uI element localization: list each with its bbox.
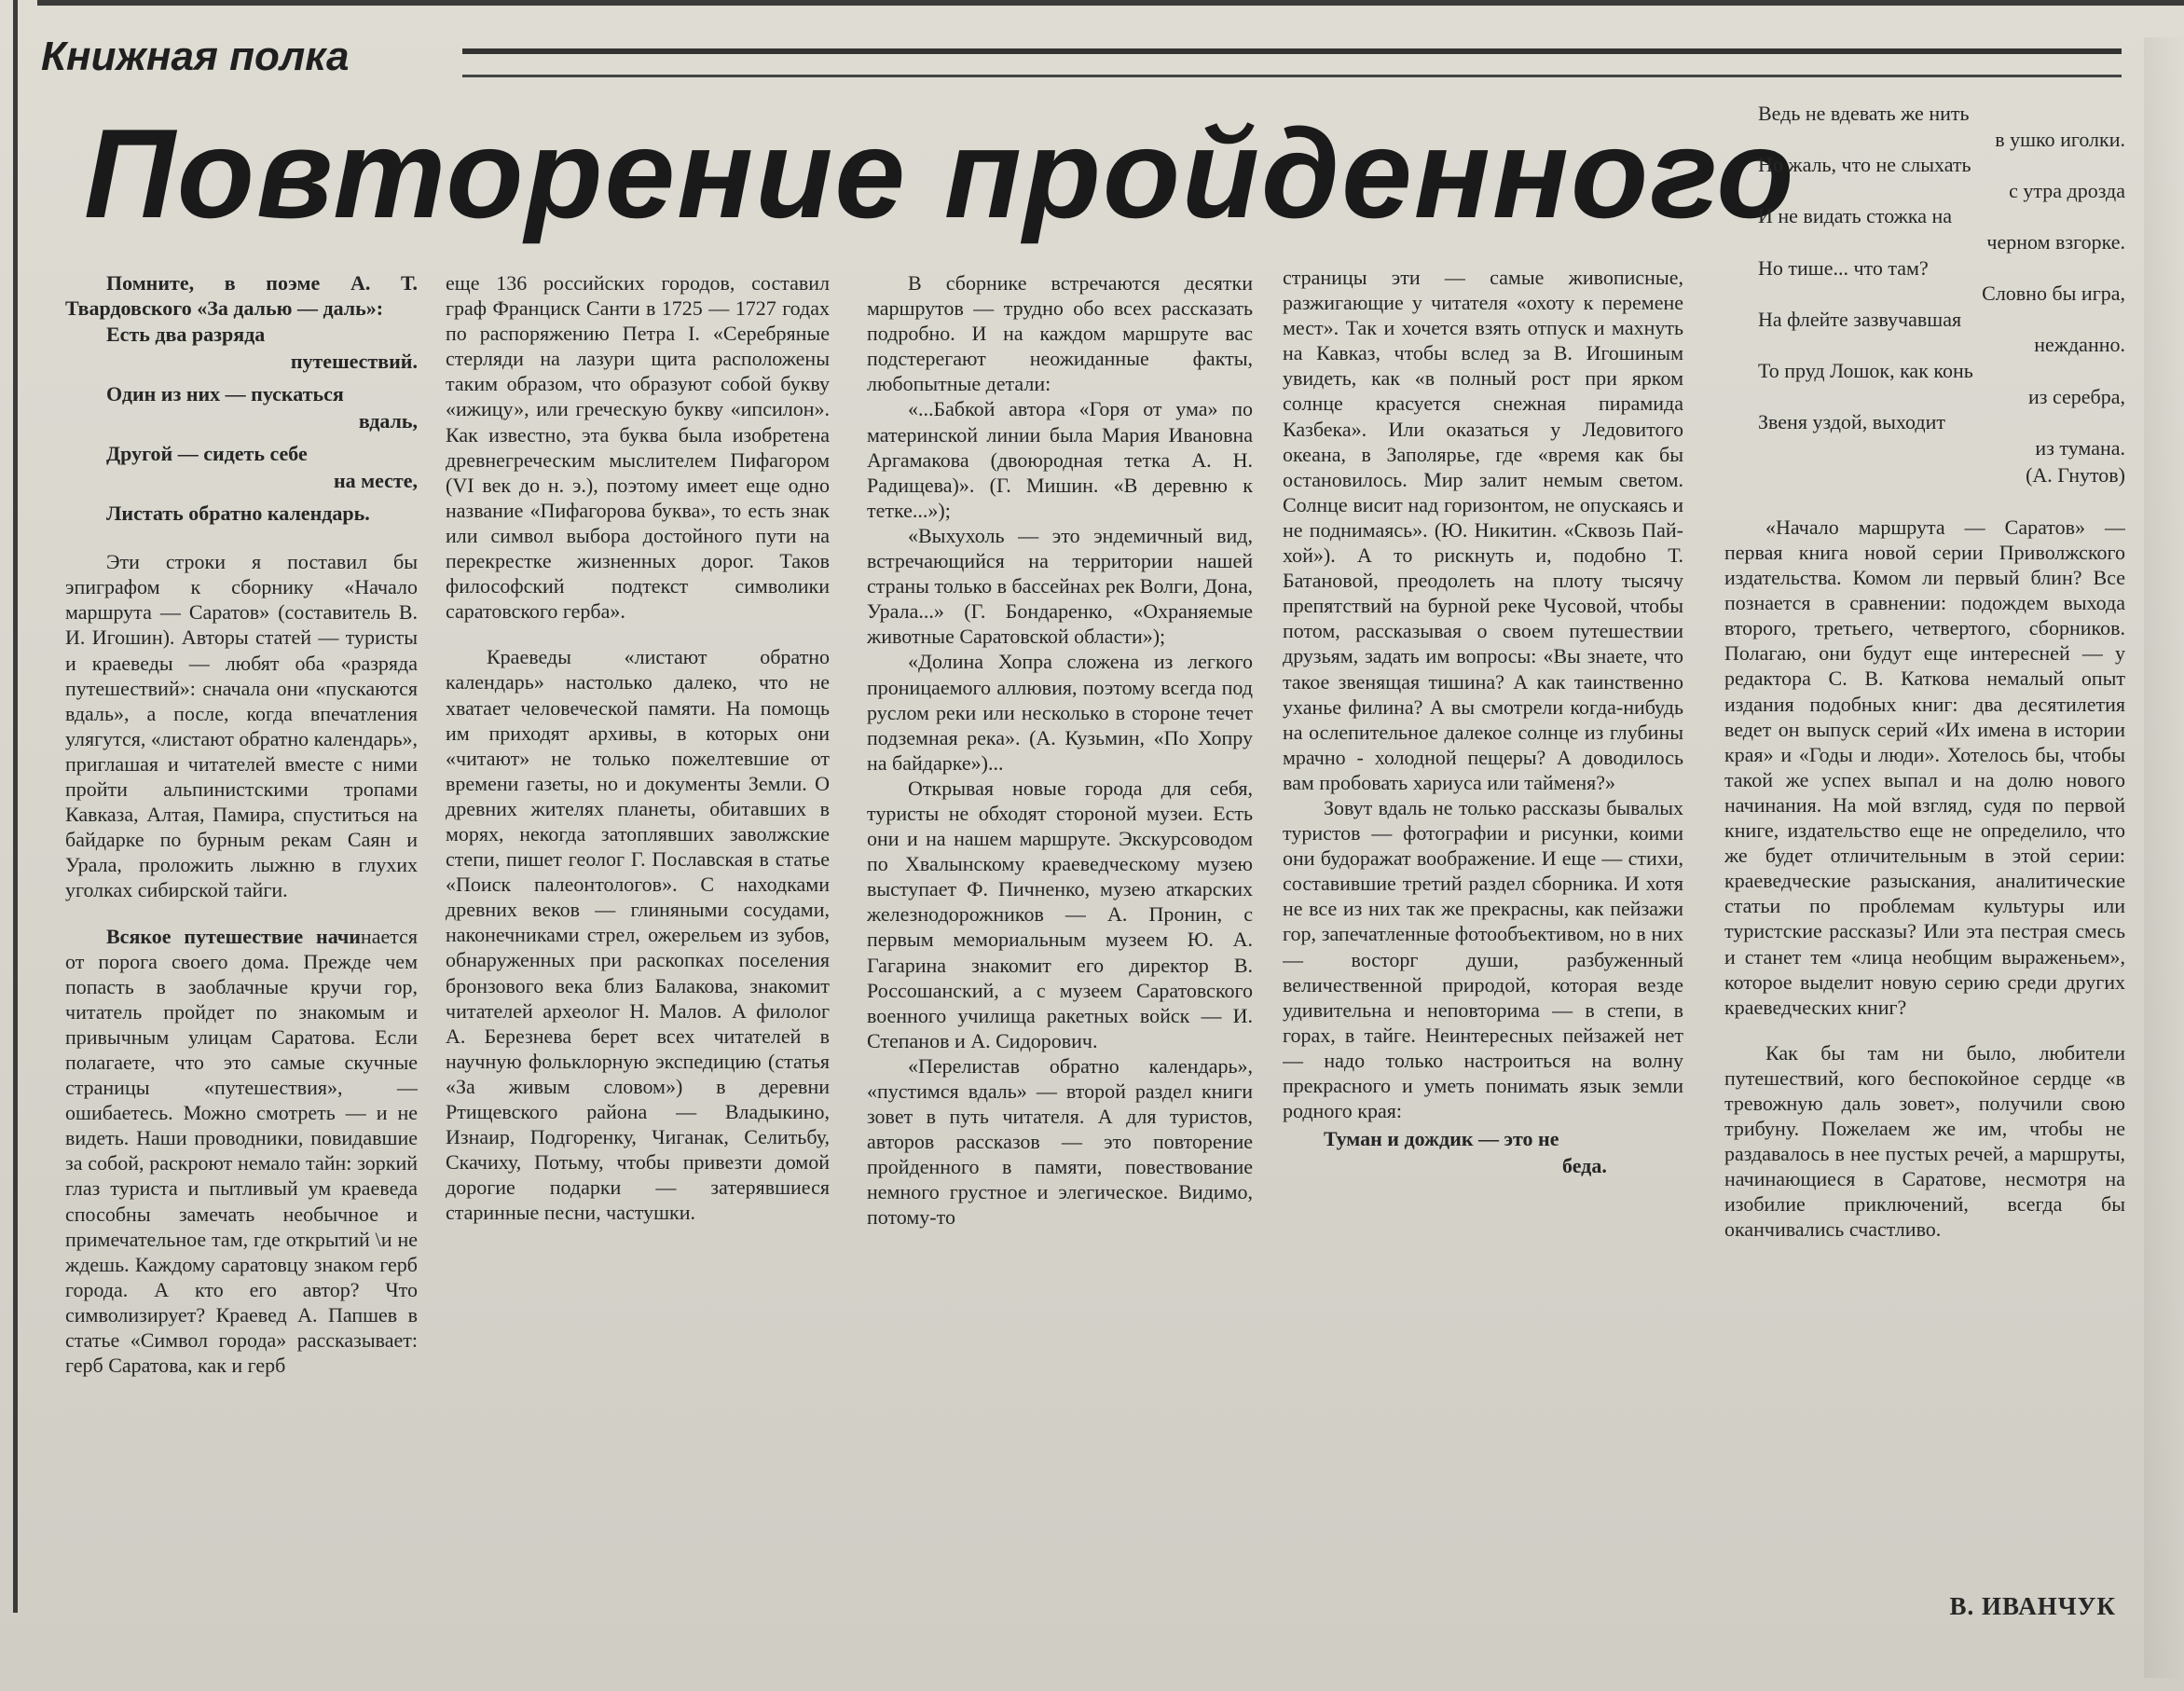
paragraph-text: нается от порога своего дома. Прежде чем попасть в заоблачные кручи гор, читатель пройдет по знакомым и привычным улицам Саратова. Если полагаете, что это самые скучные страницы «путешествия», — ошибаетесь. Можно смотреть — и не видеть. Наши проводники, повидавшие за собой, раскроют немало тайн: зоркий глаз туриста и пытливый ум краеведа способны замечать необычное и примечательное там, где открытий \и не ждешь. Каждому саратовцу знаком герб города. А кто его автор? Что символизирует? Краевед А. Папшев в статье «Символ города» рассказывает: герб Саратова, как и герб [65,924,418,1378]
body-paragraph [65,924,418,1379]
verse-line: вдаль, [358,409,418,433]
verse-line: Но тише... что там? [1758,255,1929,280]
article-column-4 [1283,265,1683,1613]
poem-attribution: (А. Гнутов) [2026,463,2125,488]
body-paragraph: «Перелистав обратно календарь», «пустимся вдаль» — второй раздел книги зовет в путь читателя. А для туристов, авторов рассказов — это повторение пройденного в памяти, повествование немного грустное и элегическое. Видимо, потому-то [867,1053,1253,1230]
verse-line: черном взгорке. [1986,229,2125,254]
quote-paragraph: «Долина Хопра сложена из легкого проницаемого аллювия, поэтому всегда под руслом реки или несколько в стороне течет подземная река». (А. Кузьмин, «По Хопру на байдарке»)... [867,650,1253,775]
verse-line: Звеня уздой, выходит [1758,410,1945,434]
verse-line: путешествий. [290,350,418,374]
article-headline: Повторение пройденного [84,103,1796,244]
body-paragraph: страницы эти — самые живописные, разжигающие у читателя «охоту к перемене мест». Так и хочется взять отпуск и махнуть на Кавказ, чтобы вслед за В. Игошиным увидеть, как «в полный рост при ярком солнце красуется снежная пирамида Казбека». Или оказаться у Ледовитого океана, в Заполярье, где «время как бы остановилось. Мир залит немым светом. Солнце висит над горизонтом, не опускаясь и не поднимаясь». (Ю. Никитин. «Сквозь Пай-хой»). А то рискнуть и, подобно Т. Батановой, преодолеть на плоту тысячу препятствий на бурной реке Чусовой, чтобы потом, рассказывая о своем путешествии друзьям, задать им вопросы: «Вы знаете, что такое звенящая тишина? А как таинственно уханье филина? А вы смотрели когда-нибудь на ослепительное далекое солнце из глубины мрачно - холодной пещеры? А доводилось вам пробовать хариуса или тайменя?» [1283,266,1683,794]
left-column-rule [13,0,18,1613]
article-column-3 [867,270,1253,1613]
verse-line: Листать обратно календарь. [106,502,370,526]
verse-line: Но жаль, что не слыхать [1758,153,1971,177]
body-paragraph: Краеведы «листают обратно календарь» настолько далеко, что не хватает человеческой памяти. На помощь им приходят архивы, в которых они «читают» не только пожелтевшие от времени газеты, но и документы Земли. О древних жителях планеты, обитавших в морях, некогда затоплявших заволжские степи, пишет геолог Г. Пославская в статье «Поиск палеонтологов». С находками древних веков — глиняными сосудами, наконечниками стрел, ожерельем из зубов, обнаруженных при раскопках поселения бронзового века близ Балакова, знакомит читателей археолог Н. Малов. А филолог А. Березнева берет всех читателей в научную фольклорную экспедицию (статья «За живым словом») в деревни Ртищевского района — Владыкино, Изнаир, Подгоренку, Чиганак, Селитьбу, Скачиху, Потьму, чтобы привезти домой дорогие подарки — затерявшиеся старинные песни, частушки. [446,645,830,1225]
poem-lines [1724,101,2125,488]
body-paragraph: Открывая новые города для себя, туристы не обходят стороной музеи. Есть они и на нашем маршруте. Экскурсоводом по Хвалынскому краеведческому музею выступает Ф. Пичненко, музею аткарских железнодорожников — А. Пронин, с первым мемориальным музеем Ю. А. Гагарина знакомит его директор В. Россошанский, а с музеем Саратовского военного училища ракетных войск — И. Степанов и А. Сидорович. [867,776,1253,1052]
author-signature: В. ИВАНЧУК [1949,1592,2116,1620]
verse-line: на месте, [333,469,418,493]
article-column-5 [1724,101,2125,1592]
verse-line: из тумана. [2035,435,2125,460]
body-paragraph: В сборнике встречаются десятки маршрутов — трудно обо всех рассказать подробно. И на каждом маршруте вас подстерегают неожиданные факты, любопытные детали: [867,271,1253,396]
verse-line: И не видать стожка на [1758,204,1953,228]
body-paragraph: «Начало маршрута — Саратов» — первая книга новой серии Приволжского издательства. Комом ли первый блин? Все познается в сравнении: подождем выхода второго, третьего, четвертого, сборников. Полагаю, они будут еще интересней — у редактора С. В. Каткова немалый опыт издания подобных книг: два десятилетия ведет он выпуск серий «Их имена в истории края» и «Годы и люди». Хотелось бы, чтобы такой же успех выпал и на долю нового начинания. На мой взгляд, судя по первой книге, издательство еще не определило, что же будет отличительным в этой серии: краеведческие разыскания, аналитические статьи по проблемам культуры или туристские рассказы? Или эта пестрая смесь и станет тем «лица необщим выраженьем», которое выделит новую серию среди других краеведческих книг? [1724,515,2125,1019]
verse-line: с утра дрозда [2009,178,2125,202]
verse-line: На флейте зазвучавшая [1758,307,1962,331]
verse-line: Есть два разряда [106,323,266,347]
page-edge-shadow [2144,37,2184,1678]
verse-line: То пруд Лошок, как конь [1758,358,1973,382]
verse-line: в ушко иголки. [1995,127,2125,151]
poem-lines [1283,1125,1683,1179]
body-paragraph: Зовут вдаль не только рассказы бывалых туристов — фотографии и рисунки, коими они будоражат воображение. И еще — стихи, составившие третий раздел сборника. И хотя не все из них так же прекрасны, как пейзажи гор, запечатленные фотообъективом, но в них — восторг души, разбуженный величественной природой, которая везде удивительна и неповторима — в степи, в горах, в тайге. Неинтересных пейзажей нет — надо только настроиться на волну прекрасного и уметь понимать язык земли родного края: [1283,795,1683,1123]
top-border-rule [37,0,2184,6]
verse-line: из серебра, [2028,384,2125,408]
verse-line: Другой — сидеть себе [106,442,308,466]
verse-line: Один из них — пускаться [106,382,344,406]
verse-line: нежданно. [2034,333,2125,357]
article-column-2 [446,270,830,1613]
body-paragraph: Эти строки я поставил бы эпиграфом к сборнику «Начало маршрута — Саратов» (составитель В. И. Игошин). Авторы статей — туристы и краеведы — любят оба «разряда путешествий»: сначала они «пускаются вдаль», а после, когда впечатления улягутся, «листают обратно календарь», приглашая и читателей вместе с ними пройти альпинистскими тропами Кавказа, Алтая, Памира, спуститься на байдарке по бурным рекам Саян и Урала, проложить лыжню в глухих уголках сибирской тайги. [65,550,418,902]
article-column-1 [65,270,418,1613]
rubric-label: Книжная полка [41,34,350,79]
verse-line: беда. [1562,1154,1607,1178]
bold-lead: Всякое путешествие начи [106,924,361,948]
quote-paragraph: «Выхухоль — это эндемичный вид, встречающийся на территории нашей страны только в бассейнах рек Волги, Дона, Урала...» (Г. Бондаренко, «Охраняемые животные Саратовской области»); [867,523,1253,649]
body-paragraph: еще 136 российских городов, составил граф Франциск Санти в 1725 — 1727 годах по распоряжению Петра I. «Серебряные стерляди на лазури щита расположены таким образом, что образуют собой букву «ижицу», или греческую букву «ипсилон». Как известно, эта буква была изобретена древнегреческим мыслителем Пифагором (VI век до н. э.), поэтому имеет еще одно название «Пифагорова буква», то есть знак или символ выбора достойного пути на перекрестке жизненных дорог. Таков философский подтекст символики саратовского герба». [446,271,830,624]
verse-line: Ведь не вдевать же нить [1758,102,1970,125]
intro-paragraph: Помните, в поэме А. Т. Твардовского «За далью — даль»: [65,271,418,321]
quote-paragraph: «...Бабкой автора «Горя от ума» по материнской линии была Мария Ивановна Аргамакова (двоюродная тетка А. Н. Радищева)». (Г. Мишин. «В деревню к тетке...»); [867,397,1253,522]
verse-line: Туман и дождик — это не [1324,1127,1559,1151]
epigraph-verse [65,321,418,527]
verse-line: Словно бы игра, [1982,282,2125,306]
rubric-divider [462,48,2122,77]
body-paragraph: Как бы там ни было, любители путешествий, кого беспокойное сердце «в тревожную даль зовет», получили свою трибуну. Пожелаем же им, чтобы не раздавалось в нее пустых речей, а маршруты, начинающиеся в Саратове, несмотря на изобилие приключений, всегда бы оканчивались счастливо. [1724,1040,2125,1242]
